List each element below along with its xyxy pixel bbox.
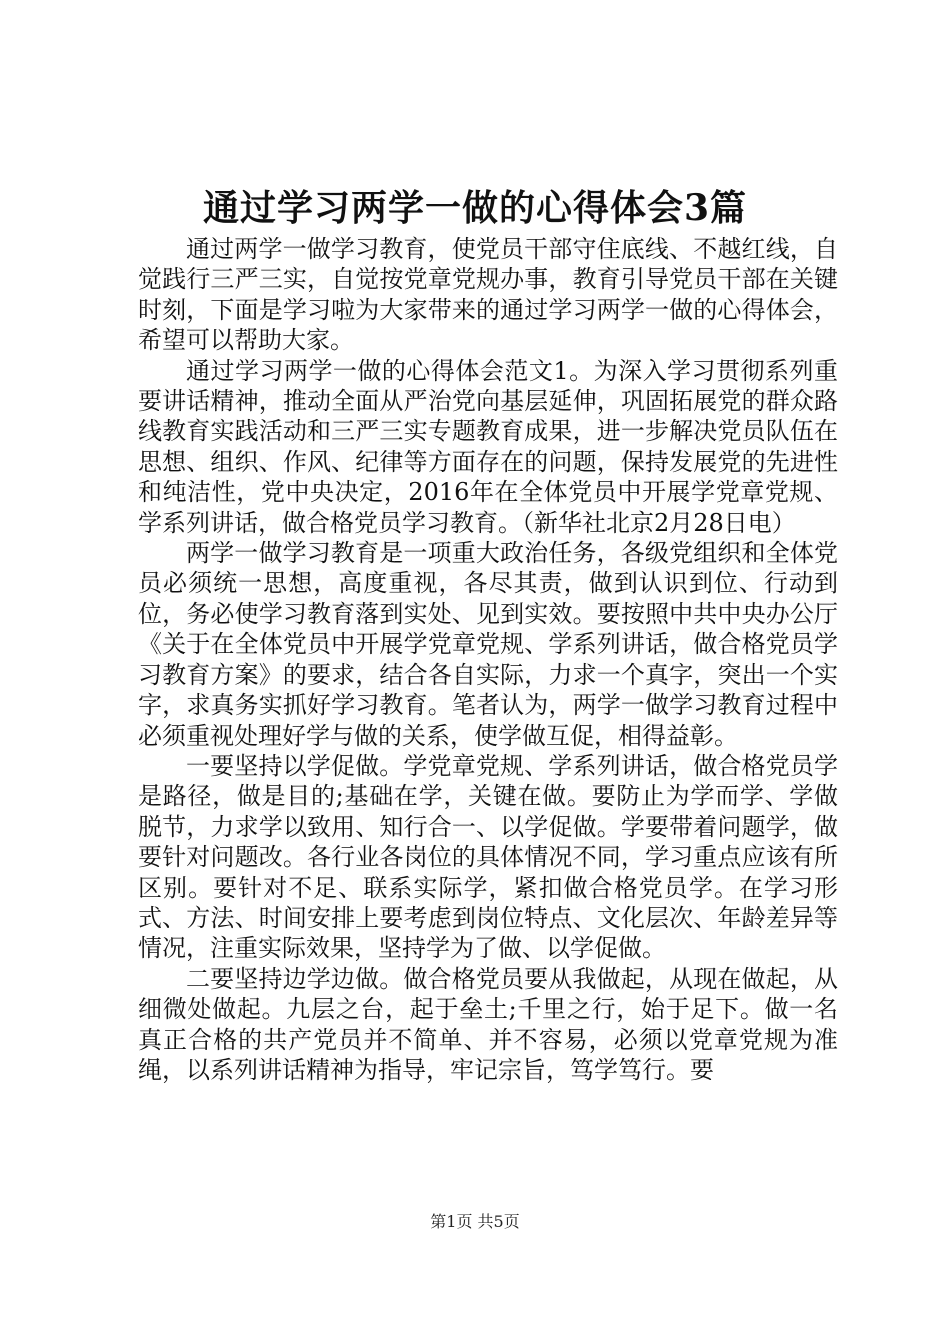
paragraph-point-one: 一要坚持以学促做。学党章党规、学系列讲话，做合格党员学是路径，做是目的;基础在学，关键在做。要防止为学而学、学做脱节，力求学以致用、知行合一、以学促做。学要带着问题学，做要针对问题改。各行业各岗位的具体情况不同，学习重点应该有所区别。要针对不足、联系实际学，紧扣做合格党员学。在学习形式、方法、时间安排上要考虑到岗位特点、文化层次、年龄差异等情况，注重实际效果，坚持学为了做、以学促做。	[138, 751, 838, 963]
paragraph-sample-1: 通过学习两学一做的心得体会范文1。为深入学习贯彻系列重要讲话精神，推动全面从严治党向基层延伸，巩固拓展党的群众路线教育实践活动和三严三实专题教育成果，进一步解决党员队伍在思想、组织、作风、纪律等方面存在的问题，保持发展党的先进性和纯洁性，党中央决定，2016年在全体党员中开展学党章党规、学系列讲话，做合格党员学习教育。（新华社北京2月28日电）	[138, 356, 838, 537]
document-title: 通过学习两学一做的心得体会3篇	[202, 187, 748, 229]
paragraph-task: 两学一做学习教育是一项重大政治任务，各级党组织和全体党员必须统一思想，高度重视，各尽其责，做到认识到位、行动到位，务必使学习教育落到实处、见到实效。要按照中共中央办公厅《关于在全体党员中开展学党章党规、学系列讲话，做合格党员学习教育方案》的要求，结合各自实际，力求一个真字，突出一个实字，求真务实抓好学习教育。笔者认为，两学一做学习教育过程中必须重视处理好学与做的关系，使学做互促，相得益彰。	[138, 539, 838, 750]
paragraph-point-two: 二要坚持边学边做。做合格党员要从我做起，从现在做起，从细微处做起。九层之台，起于垒土;千里之行，始于足下。做一名真正合格的共产党员并不简单、并不容易，必须以党章党规为准绳，以系列讲话精神为指导，牢记宗旨，笃学笃行。要	[138, 964, 838, 1084]
paragraph-intro: 通过两学一做学习教育，使党员干部守住底线、不越红线，自觉践行三严三实，自觉按党章党规办事，教育引导党员干部在关键时刻，下面是学习啦为大家带来的通过学习两学一做的心得体会，希望可以帮助大家。	[138, 235, 838, 355]
document-body	[138, 234, 838, 1085]
page-number-footer: 第1页 共5页	[430, 1212, 520, 1231]
